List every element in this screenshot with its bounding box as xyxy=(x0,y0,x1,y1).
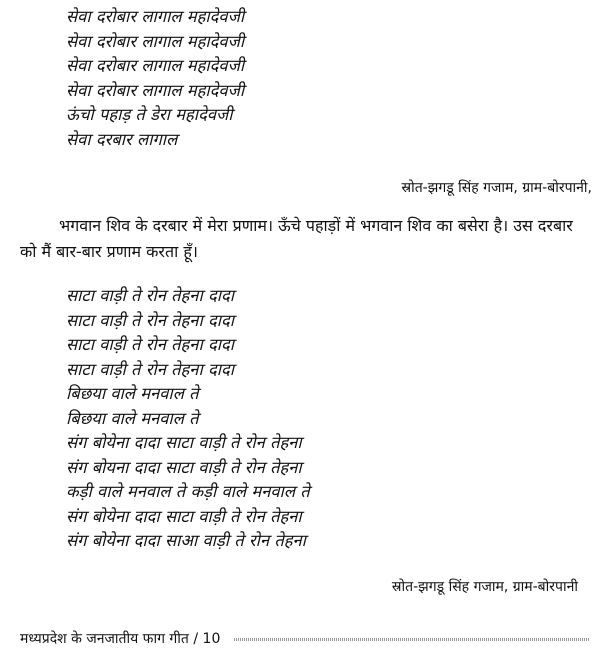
verse-block-2 xyxy=(66,284,310,554)
source-attribution-1: स्रोत-झगडू सिंह गजाम, ग्राम-बोरपानी, xyxy=(401,180,592,196)
verse-line: संग बोयना दादा साटा वाड़ी ते रोन तेहना xyxy=(66,457,302,477)
verse-line: सेवा दरोबार लागाल महादेवजी xyxy=(66,7,245,26)
verse-line: सेवा दरोबार लागाल महादेवजी xyxy=(66,31,245,51)
verse-line: सेवा दरोबार लागाल महादेवजी xyxy=(66,80,245,100)
verse-line: संग बोयेना दादा साटा वाड़ी ते रोन तेहना xyxy=(66,506,302,526)
verse-line: संग बोयेना दादा साआ वाड़ी ते रोन तेहना xyxy=(66,531,306,550)
verse-line: बिछया वाले मनवाल ते xyxy=(66,384,199,403)
verse-line: सेवा दरोबार लागाल महादेवजी xyxy=(66,56,245,75)
explanation-paragraph: भगवान शिव के दरबार में मेरा प्रणाम। ऊँचे पहाड़ों में भगवान शिव का बसेरा है। उस दरबार को मैं बार-बार प्रणाम करता हूँ। xyxy=(20,216,573,261)
verse-line: सेवा दरबार लागाल xyxy=(66,129,178,149)
verse-line: साटा वाड़ी ते रोन तेहना दादा xyxy=(66,286,235,305)
verse-line: साटा वाड़ी ते रोन तेहना दादा xyxy=(66,335,235,354)
footer-title: मध्यप्रदेश के जनजातीय फाग गीत / 10 xyxy=(20,630,221,647)
verse-line: संग बोयेना दादा साटा वाड़ी ते रोन तेहना xyxy=(66,433,302,452)
verse-line: साटा वाड़ी ते रोन तेहना दादा xyxy=(66,310,235,330)
source-attribution-2: स्रोत-झगडू सिंह गजाम, ग्राम-बोरपानी xyxy=(391,579,578,595)
verse-line: कड़ी वाले मनवाल ते कड़ी वाले मनवाल ते xyxy=(66,482,310,501)
page-footer xyxy=(20,627,590,649)
footer-divider xyxy=(234,638,590,641)
verse-line: बिछया वाले मनवाल ते xyxy=(66,408,199,428)
verse-block-1 xyxy=(66,5,244,152)
verse-line: ऊंचो पहाड़ ते डेरा महादेवजी xyxy=(66,105,233,124)
verse-line: साटा वाड़ी ते रोन तेहना दादा xyxy=(66,359,235,379)
